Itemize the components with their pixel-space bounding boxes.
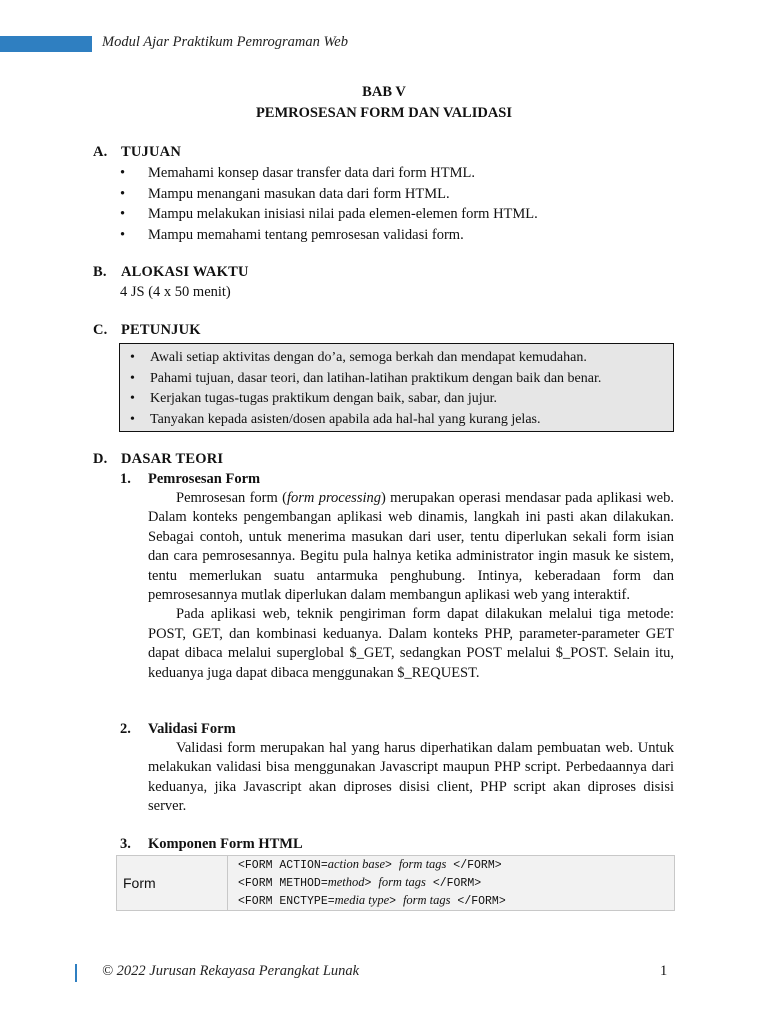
paragraph: Validasi form merupakan hal yang harus diperhatikan dalam pembuatan web. Untuk melakukan validasi bisa menggunakan Javascript maupun PHP script. Perbedaannya dari keduanya, jika Javascript akan diproses disisi client, PHP script akan diproses disisi server. <box>148 740 674 815</box>
section-b-heading <box>93 264 249 281</box>
code-text: </FORM> <box>450 895 506 908</box>
subsection-3-heading <box>120 836 303 853</box>
paragraph-text: Pemrosesan form ( <box>176 490 287 506</box>
table-row <box>117 856 675 911</box>
section-c-heading <box>93 322 201 339</box>
subsection-title: Komponen Form HTML <box>148 836 303 852</box>
list-item <box>120 204 538 225</box>
bullet-icon: • <box>130 350 135 365</box>
alokasi-waktu-value: 4 JS (4 x 50 menit) <box>120 284 231 300</box>
section-d-heading <box>93 451 223 468</box>
header-accent-bar <box>0 36 92 52</box>
code-text: > <box>385 859 399 872</box>
list-item-text: Mampu melakukan inisiasi nilai pada elemen-elemen form HTML. <box>148 206 538 222</box>
footer-copyright: © 2022 Jurusan Rekayasa Perangkat Lunak <box>102 963 360 979</box>
code-attr: media type <box>334 893 390 907</box>
code-line <box>238 892 674 910</box>
list-item <box>130 369 601 390</box>
footer-accent-bar <box>75 964 77 982</box>
code-line <box>238 874 674 892</box>
code-attr: action base <box>327 857 386 871</box>
list-item <box>130 389 601 410</box>
subsection-2-heading <box>120 721 236 738</box>
petunjuk-list <box>130 348 601 430</box>
code-text: <FORM ENCTYPE= <box>238 895 335 908</box>
subsection-1-heading <box>120 471 260 488</box>
code-tags: form tags <box>402 893 451 907</box>
list-item <box>120 184 538 205</box>
subsection-title: Pemrosesan Form <box>148 471 261 487</box>
section-letter: B. <box>93 264 107 280</box>
section-letter: A. <box>93 144 108 160</box>
section-letter: D. <box>93 451 108 467</box>
code-text: > <box>364 877 379 890</box>
section-a-heading <box>93 144 181 161</box>
code-text: <FORM ACTION= <box>238 859 328 872</box>
form-components-table <box>116 855 675 911</box>
code-line <box>238 856 674 874</box>
paragraph-text: ) merupakan operasi mendasar pada aplikasi web. Dalam konteks pengembangan aplikasi web dinamis, langkah ini pasti akan dilakukan. Sebagai contoh, untuk menerima masukan dari user, tentu diperlukan sekali form isian dan cara pemrosesannya. Begitu pula halnya ketika administrator ingin masuk ke sistem, tentu memerlukan suatu antarmuka penghubung. Intinya, keberadaan form dan pemrosesannya mutlak diperlukan dalam membangun aplikasi web yang interaktif. <box>148 490 674 604</box>
paragraph: Pada aplikasi web, teknik pengiriman form dapat dilakukan melalui tiga metode: POST, GET, dan kombinasi keduanya. Dalam konteks PHP, parameter-parameter GET dapat dibaca melalui superglobal $_GET, sedangkan POST melalui $_POST. Selain itu, keduanya juga dapat dibaca menggunakan $_REQUEST. <box>148 606 674 681</box>
code-text: </FORM> <box>425 877 482 890</box>
section-title: DASAR TEORI <box>121 451 224 467</box>
subsection-1-body <box>148 489 674 683</box>
subsection-2-body <box>148 739 674 817</box>
paragraph <box>148 489 674 605</box>
bullet-icon: • <box>120 206 126 222</box>
subsection-number: 2. <box>120 721 131 737</box>
chapter-title: PEMROSESAN FORM DAN VALIDASI <box>255 105 513 121</box>
subsection-number: 1. <box>120 471 131 487</box>
subsection-number: 3. <box>120 836 131 852</box>
code-tags: form tags <box>378 875 426 889</box>
list-item <box>130 348 601 369</box>
paragraph-emphasis: form processing <box>286 490 381 506</box>
table-code-cell <box>228 856 675 911</box>
bullet-icon: • <box>120 226 126 243</box>
list-item <box>120 163 538 184</box>
bullet-icon: • <box>130 370 135 386</box>
code-tags: form tags <box>398 857 447 871</box>
list-item-text: Memahami konsep dasar transfer data dari form HTML. <box>148 165 475 181</box>
list-item-text: Kerjakan tugas-tugas praktikum dengan baik, sabar, dan jujur. <box>150 391 498 406</box>
subsection-title: Validasi Form <box>148 721 236 737</box>
list-item-text: Awali setiap aktivitas dengan do’a, semoga berkah dan mendapat kemudahan. <box>150 350 587 365</box>
list-item-text: Pahami tujuan, dasar teori, dan latihan-latihan praktikum dengan baik dan benar. <box>150 370 602 386</box>
list-item-text: Tanyakan kepada asisten/dosen apabila ada hal-hal yang kurang jelas. <box>150 411 541 427</box>
page-number: 1 <box>660 963 668 979</box>
list-item-text: Mampu memahami tentang pemrosesan validasi form. <box>148 226 464 243</box>
tujuan-list <box>120 163 538 245</box>
section-letter: C. <box>93 322 108 338</box>
code-text: <FORM METHOD= <box>238 877 328 890</box>
petunjuk-box <box>119 343 674 432</box>
bullet-icon: • <box>120 165 126 181</box>
list-item <box>120 225 538 246</box>
code-attr: method <box>327 875 365 889</box>
bullet-icon: • <box>130 411 135 427</box>
table-label-cell: Form <box>117 856 228 911</box>
code-text: </FORM> <box>446 859 502 872</box>
bullet-icon: • <box>130 391 135 406</box>
code-text: > <box>389 895 403 908</box>
section-title: PETUNJUK <box>121 322 201 338</box>
bullet-icon: • <box>120 185 126 202</box>
chapter-number: BAB V <box>362 84 406 100</box>
list-item <box>130 410 601 431</box>
section-title: ALOKASI WAKTU <box>121 264 249 280</box>
header-title: Modul Ajar Praktikum Pemrograman Web <box>102 34 348 50</box>
section-title: TUJUAN <box>121 144 182 160</box>
list-item-text: Mampu menangani masukan data dari form HTML. <box>148 185 450 202</box>
